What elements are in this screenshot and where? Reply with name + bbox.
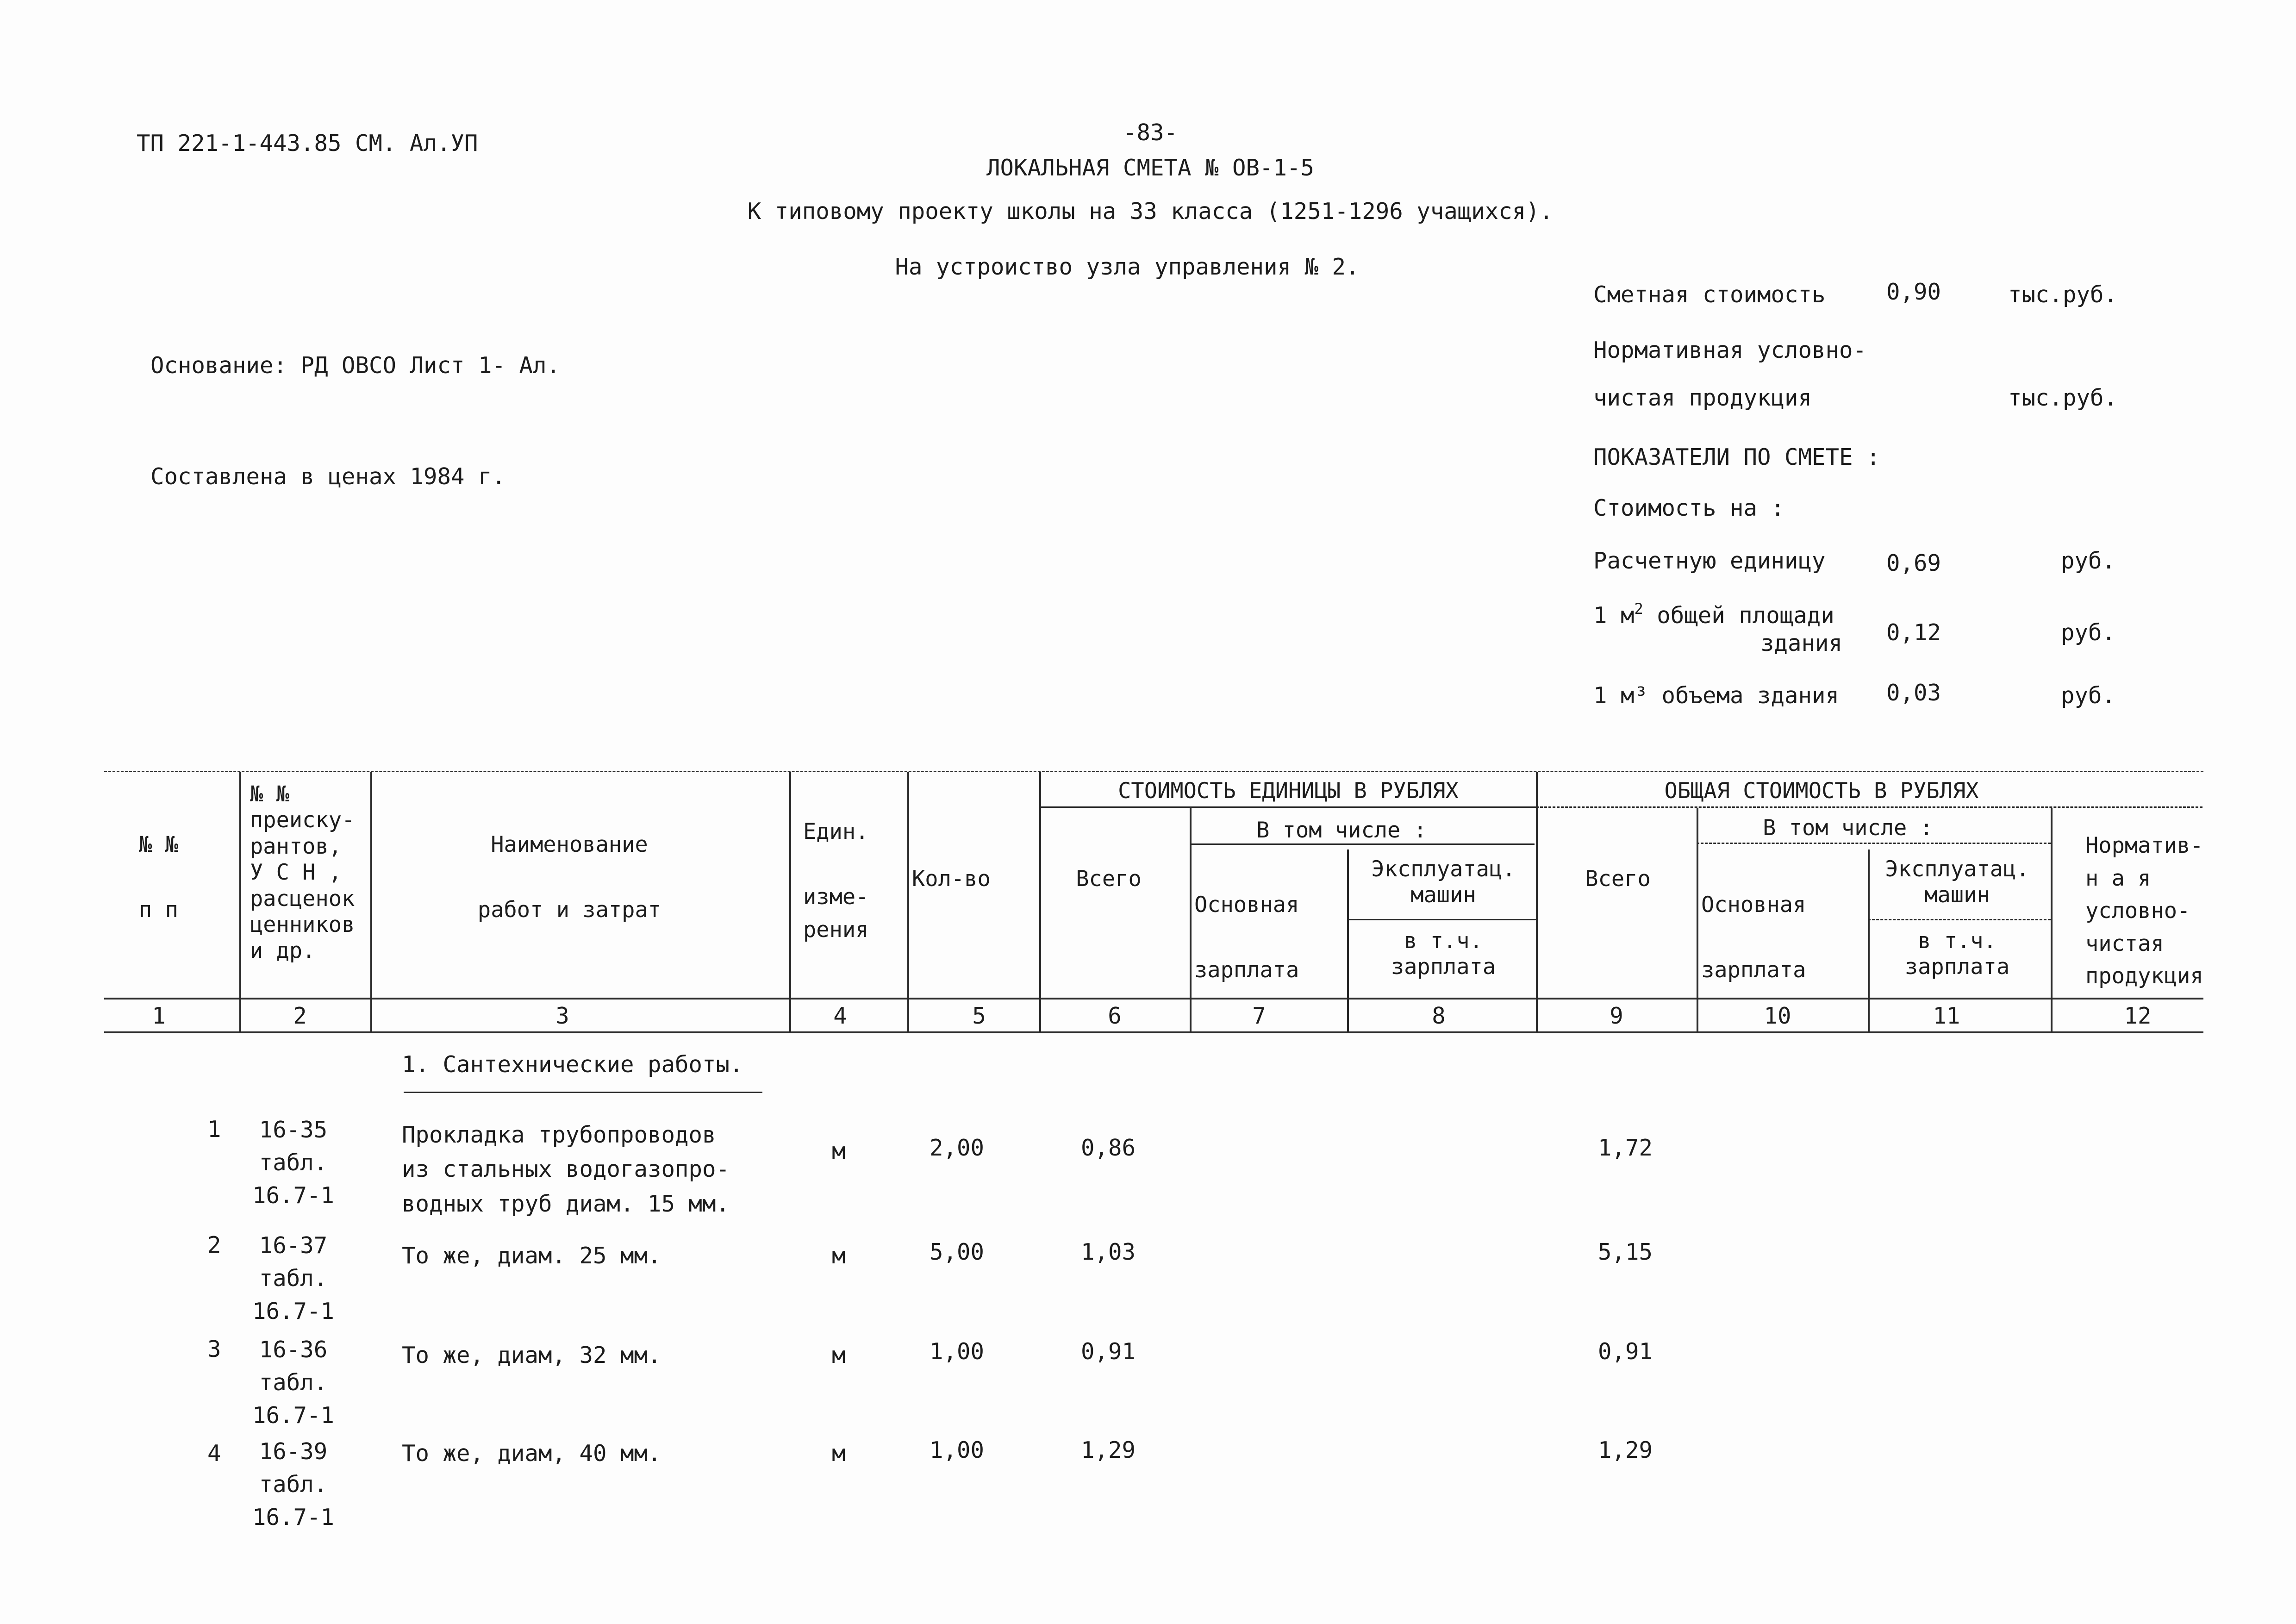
header-col-11a: Эксплуатац. машин bbox=[1885, 856, 2029, 908]
norm-unit: тыс.руб. bbox=[2008, 385, 2118, 411]
area-cost-value: 0,12 bbox=[1886, 619, 1941, 646]
row-quantity: 1,00 bbox=[930, 1338, 985, 1365]
col-divider bbox=[907, 772, 909, 1032]
column-number: 9 bbox=[1610, 1003, 1623, 1029]
row-name: То же, диам, 32 мм. bbox=[402, 1342, 661, 1368]
estimate-subtitle: К типовому проекту школы на 33 класса (1251-1296 учащихся). bbox=[747, 198, 1554, 225]
header-col-2: № № преиску- рантов, У С Н , расценок ценников и др. bbox=[250, 781, 355, 964]
col-divider bbox=[1697, 808, 1698, 1032]
cost-label: Сметная стоимость bbox=[1593, 281, 1826, 308]
header-col-4: Един. изме- рения bbox=[803, 819, 869, 943]
row-name: Прокладка трубопроводов из стальных водогазопро- водных труб диам. 15 мм. bbox=[402, 1122, 730, 1217]
group-divider bbox=[1039, 806, 1536, 808]
header-total-cost: ОБЩАЯ СТОИМОСТЬ В РУБЛЯХ bbox=[1664, 778, 1979, 804]
page-number: -83- bbox=[1123, 119, 1178, 146]
column-number: 10 bbox=[1764, 1003, 1791, 1029]
column-number: 1 bbox=[152, 1003, 166, 1029]
column-number: 2 bbox=[293, 1003, 307, 1029]
row-name: То же, диам, 40 мм. bbox=[402, 1440, 661, 1467]
header-col-11b: в т.ч. зарплата bbox=[1904, 928, 2010, 980]
norm-label-1: Нормативная условно- bbox=[1593, 337, 1867, 363]
row-number: 4 bbox=[207, 1440, 221, 1467]
estimate-purpose: На устроиство узла управления № 2. bbox=[895, 254, 1360, 280]
header-col-8a: Эксплуатац. машин bbox=[1371, 856, 1516, 908]
section-underline bbox=[404, 1092, 762, 1093]
cost-unit: тыс.руб. bbox=[2008, 281, 2118, 308]
header-col-8b: в т.ч. зарплата bbox=[1391, 928, 1496, 980]
volume-cost-value: 0,03 bbox=[1886, 680, 1941, 706]
col-divider bbox=[370, 772, 372, 1032]
row-unit-price: 1,03 bbox=[1081, 1239, 1136, 1265]
header-unit-cost: СТОИМОСТЬ ЕДИНИЦЫ В РУБЛЯХ bbox=[1118, 778, 1459, 804]
row-code: 16-35 табл. 16.7-1 bbox=[252, 1117, 335, 1209]
row-number: 3 bbox=[207, 1336, 221, 1362]
row-unit-price: 1,29 bbox=[1081, 1437, 1136, 1463]
col-divider bbox=[2051, 808, 2053, 1032]
area-cost-unit: руб. bbox=[2061, 619, 2116, 646]
row-unit: м bbox=[832, 1138, 846, 1164]
header-including: В том числе : bbox=[1763, 815, 1933, 841]
header-col-5: Кол-во bbox=[912, 866, 991, 892]
unit-cost-value: 0,69 bbox=[1886, 550, 1941, 576]
unit-cost-label: Расчетную единицу bbox=[1593, 548, 1826, 574]
row-number: 2 bbox=[207, 1232, 221, 1258]
column-number: 4 bbox=[833, 1003, 847, 1029]
row-number: 1 bbox=[207, 1116, 221, 1143]
cost-value: 0,90 bbox=[1886, 279, 1941, 305]
column-number: 7 bbox=[1252, 1003, 1266, 1029]
row-total: 1,29 bbox=[1598, 1437, 1653, 1463]
row-quantity: 2,00 bbox=[930, 1135, 985, 1161]
header-col-6: Всего bbox=[1076, 866, 1142, 892]
machine-divider bbox=[1347, 919, 1536, 920]
col-divider bbox=[789, 772, 791, 1032]
prices-year-line: Составлена в ценах 1984 г. bbox=[150, 463, 506, 490]
header-col-10: Основная зарплата bbox=[1701, 892, 1806, 983]
column-number: 11 bbox=[1933, 1003, 1960, 1029]
volume-cost-unit: руб. bbox=[2061, 682, 2116, 709]
machine-divider bbox=[1868, 919, 2051, 920]
document-code: ТП 221-1-443.85 СМ. Ал.УП bbox=[137, 130, 478, 156]
row-quantity: 5,00 bbox=[930, 1239, 985, 1265]
col-divider bbox=[1868, 849, 1870, 1032]
col-divider bbox=[239, 772, 241, 1032]
column-number: 3 bbox=[555, 1003, 569, 1029]
area-cost-label-2: здания bbox=[1760, 630, 1842, 656]
volume-cost-label: 1 м³ объема здания bbox=[1593, 682, 1840, 709]
row-code: 16-36 табл. 16.7-1 bbox=[252, 1337, 335, 1429]
header-including: В том числе : bbox=[1256, 818, 1427, 843]
unit-cost-unit: руб. bbox=[2061, 548, 2116, 574]
cost-per-label: Стоимость на : bbox=[1593, 495, 1785, 521]
header-col-3: Наименование работ и затрат bbox=[477, 832, 661, 923]
column-number: 12 bbox=[2124, 1003, 2152, 1029]
area-cost-label: 1 $м^2$ общей площади bbox=[1593, 600, 1834, 629]
row-unit: м bbox=[832, 1243, 846, 1269]
header-col-1: № № п п bbox=[139, 832, 178, 923]
column-number: 8 bbox=[1432, 1003, 1446, 1029]
row-code: 16-39 табл. 16.7-1 bbox=[252, 1438, 335, 1531]
row-total: 5,15 bbox=[1598, 1239, 1653, 1265]
col-numbers-bottom-line bbox=[104, 1031, 2203, 1033]
col-divider bbox=[1536, 772, 1538, 1032]
incl-divider bbox=[1697, 843, 2051, 844]
row-unit: м bbox=[832, 1440, 846, 1467]
row-total: 0,91 bbox=[1598, 1338, 1653, 1365]
row-total: 1,72 bbox=[1598, 1135, 1653, 1161]
row-unit-price: 0,91 bbox=[1081, 1338, 1136, 1365]
row-unit-price: 0,86 bbox=[1081, 1135, 1136, 1161]
header-col-9: Всего bbox=[1585, 866, 1651, 892]
row-code: 16-37 табл. 16.7-1 bbox=[252, 1232, 335, 1325]
column-number: 6 bbox=[1108, 1003, 1122, 1029]
row-unit: м bbox=[832, 1342, 846, 1368]
group-divider bbox=[1536, 806, 2202, 808]
row-name: То же, диам. 25 мм. bbox=[402, 1243, 661, 1269]
header-bottom-line bbox=[104, 998, 2203, 999]
header-col-7: Основная зарплата bbox=[1194, 892, 1299, 983]
col-divider bbox=[1190, 808, 1192, 1032]
col-divider bbox=[1347, 849, 1349, 1032]
section-heading: 1. Сантехнические работы. bbox=[402, 1051, 743, 1078]
col-divider bbox=[1039, 772, 1041, 1032]
indicators-heading: ПОКАЗАТЕЛИ ПО СМЕТЕ : bbox=[1593, 444, 1880, 470]
estimate-title: ЛОКАЛЬНАЯ СМЕТА № ОВ-1-5 bbox=[986, 155, 1315, 181]
incl-divider bbox=[1190, 843, 1535, 845]
table-top-border bbox=[104, 771, 2203, 772]
column-number: 5 bbox=[972, 1003, 986, 1029]
header-col-12: Норматив- н а я условно- чистая продукция bbox=[2085, 833, 2203, 989]
norm-label-2: чистая продукция bbox=[1593, 385, 1812, 411]
basis-line: Основание: РД ОВСО Лист 1- Ал. bbox=[150, 352, 561, 379]
row-quantity: 1,00 bbox=[930, 1437, 985, 1463]
